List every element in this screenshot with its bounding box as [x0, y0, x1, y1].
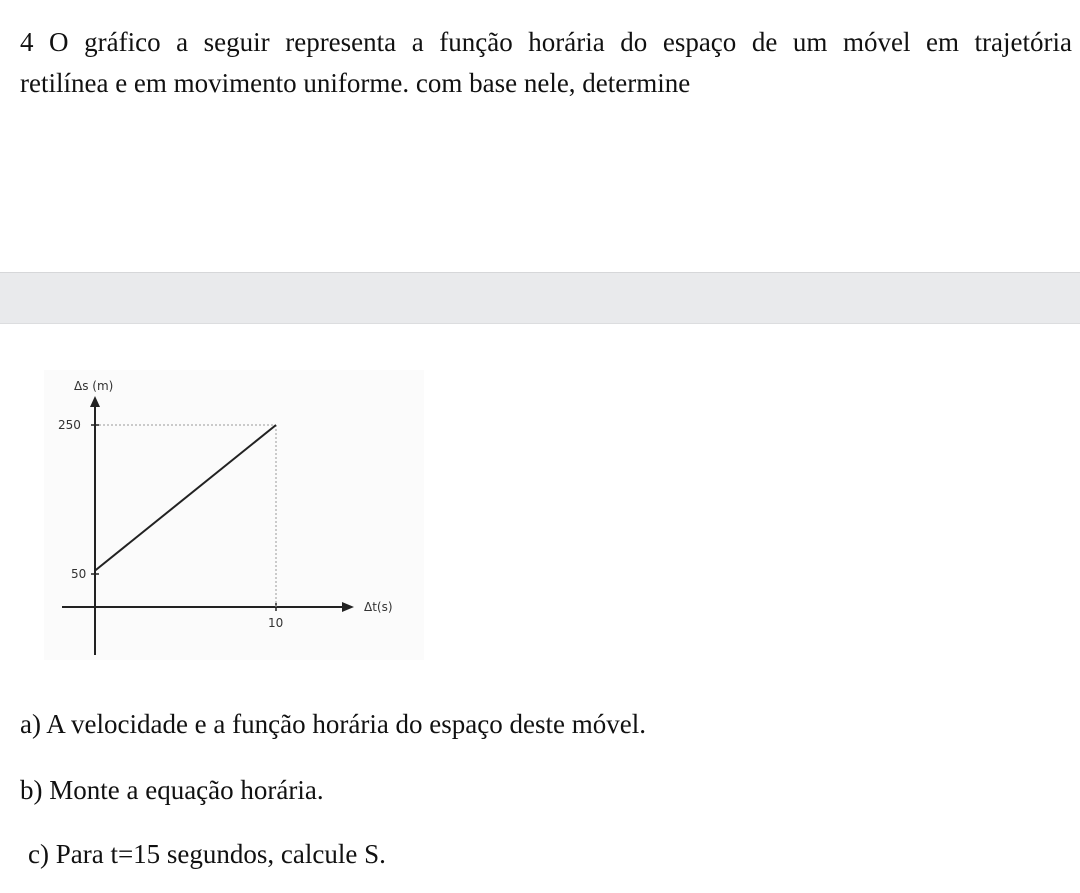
x-axis-label: Δt(s): [364, 600, 393, 614]
position-line: [95, 425, 276, 571]
separator-band: [0, 272, 1080, 324]
y-tick-label-50: 50: [71, 567, 87, 581]
y-axis-label: Δs (m): [74, 379, 114, 393]
item-b: b) Monte a equação horária.: [20, 775, 324, 805]
x-tick-label-10: 10: [268, 616, 284, 630]
graph-svg: [44, 370, 424, 660]
question-text: [20, 22, 1072, 104]
y-tick-label-250: 250: [58, 418, 81, 432]
item-a: a) A velocidade e a função horária do espaço deste móvel.: [20, 709, 646, 739]
position-time-graph: [44, 370, 424, 660]
question-line-2: retilínea e em movimento uniforme. com base nele, determine: [20, 68, 691, 98]
y-axis-arrow: [90, 396, 100, 407]
x-axis-arrow: [342, 602, 354, 612]
question-line-1: 4 O gráfico a seguir representa a função horária do espaço de um móvel em trajetória: [20, 27, 1072, 57]
item-c: c) Para t=15 segundos, calcule S.: [28, 839, 386, 869]
